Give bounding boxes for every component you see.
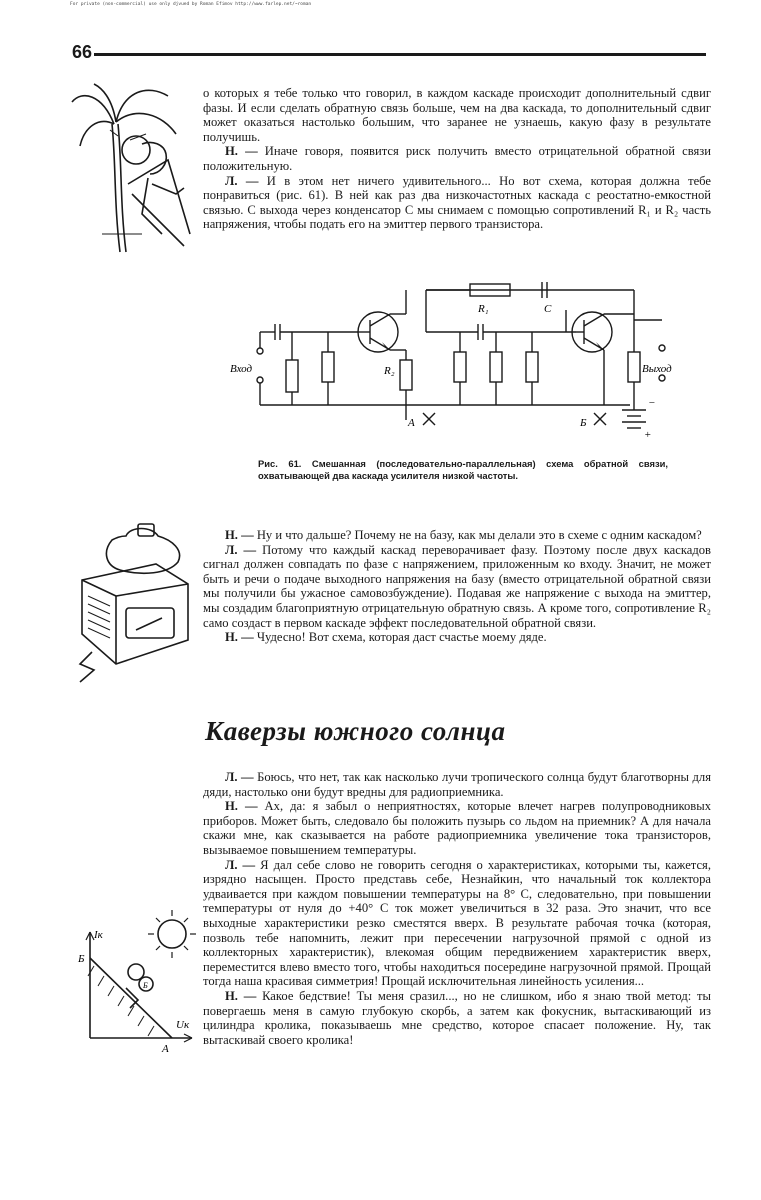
paragraph-l bbox=[203, 770, 711, 799]
paragraph-n bbox=[203, 799, 711, 857]
circuit-figure bbox=[230, 280, 670, 450]
c-label: C bbox=[544, 303, 552, 315]
paragraph-text: Ну и что дальше? Почему не на базу, как мы делали это в схеме с одним каскадом? bbox=[253, 528, 702, 542]
graph-point-b-label: Б bbox=[78, 953, 85, 965]
paragraph-text: Чудесно! Вот схема, которая даст счастье моему дяде. bbox=[253, 630, 547, 645]
point-b-label: Б bbox=[580, 417, 587, 429]
output-label: Выход bbox=[642, 363, 672, 375]
r1-label: R₁ bbox=[478, 303, 489, 315]
paragraph-n bbox=[203, 630, 711, 645]
plus-label: + bbox=[644, 429, 652, 441]
figure-caption: Рис. 61. Смешанная (последовательно-параллельная) схема обратной связи, охватывающей два каскада усилителя низкой частоты. bbox=[258, 458, 668, 481]
character-b-label: Б bbox=[143, 981, 148, 990]
paragraph-l bbox=[203, 174, 711, 232]
speaker-label: Л. — bbox=[225, 857, 256, 872]
scan-note: For private (non-commercial) use only djvued by Roman Efimov http://www.farlep.net/~roman bbox=[70, 2, 312, 7]
speaker-label: Л. — bbox=[225, 542, 257, 557]
graph-point-a-label: А bbox=[162, 1043, 169, 1055]
paragraph-n bbox=[203, 144, 711, 173]
paragraph-text: И в этом нет ничего удивительного... Но вот схема, которая должна тебе понравиться (рис. 61). В ней как раз два низкочастотных каскада с реостатно-емкостной связью. С выхода через конденсатор C мы снимаем с помощью сопротивлений R₁ и R₂ часть напряжения, чтобы подать его на эмиттер первого транзистора. bbox=[203, 173, 711, 232]
paragraph-text: Боюсь, что нет, так как насколько лучи тропического солнца будут благотворны для дяди, настолько они будут вредны для радиоприемника. bbox=[203, 770, 711, 799]
speaker-label: Л. — bbox=[225, 173, 259, 188]
paragraph-l bbox=[203, 543, 711, 631]
load-line-illustration bbox=[76, 904, 200, 1054]
bottom-text-block bbox=[203, 770, 711, 1047]
middle-text-block bbox=[203, 528, 711, 645]
x-axis-label: Uк bbox=[176, 1019, 190, 1031]
point-a-label: А bbox=[408, 417, 415, 429]
paragraph-text: Иначе говоря, появится риск получить вместо отрицательной обратной связи положительную. bbox=[203, 144, 712, 173]
speaker-label: Н. — bbox=[225, 528, 254, 542]
speaker-label: Н. — bbox=[225, 988, 257, 1003]
speaker-label: Н. — bbox=[225, 799, 258, 814]
paragraph-n bbox=[203, 528, 711, 543]
speaker-label: Н. — bbox=[225, 630, 254, 645]
r2-label: R₂ bbox=[384, 365, 395, 377]
speaker-label: Н. — bbox=[225, 144, 258, 159]
y-axis-label: Iк bbox=[94, 929, 103, 941]
paragraph-text: Потому что каждый каскад переворачивает фазу. Поэтому после двух каскадов сигнал должен совпадать по фазе с напряжением, приложенным ко входу. Значит, не может быть и речи о подаче выходного напряжения на базу (вместо отрицательной обратной связи мы получили бы ужасное самовозбуждение). Подавая же напряжение с выхода на эмиттер, мы создадим благоприятную отрицательную обратную связь. А кроме того, сопротивление R₂ само создаст в первом каскаде эффект последовательной обратной связи. bbox=[203, 542, 712, 630]
paragraph-n bbox=[203, 989, 711, 1047]
paragraph-text: Какое бедствие! Ты меня сразил..., но не слишком, ибо я знаю твой метод: ты повергаешь меня в самую глубокую скорбь, а затем как фокусник, вытаскивающий из цилиндра кролика, показываешь мне средство, которое спасает положение. Ну, так вытаскивай своего кролика! bbox=[203, 988, 711, 1047]
paragraph-continued: о которых я тебе только что говорил, в каждом каскаде происходит дополнительный сдвиг фазы. И если сделать обратную связь больше, чем на два каскада, то дополнительный сдвиг может оказаться настолько большим, что заранее не узнаешь, какую фазу в результате получишь. bbox=[203, 86, 711, 144]
palm-deckchair-illustration bbox=[72, 84, 196, 256]
paragraph-l bbox=[203, 858, 711, 989]
paragraph-text: Ах, да: я забыл о неприятностях, которые влечет нагрев полупроводниковых приборов. Может быть, следовало бы положить пузырь со льдом на приемник? А для начала скажи мне, как сказывается на работе радиоприемника увеличение тока транзисторов, вызываемое повышением температуры. bbox=[203, 799, 711, 857]
input-label: Вход bbox=[230, 363, 253, 375]
paragraph-text: Я дал себе слово не говорить сегодня о характеристиках, которыми ты, кажется, изрядно насыщен. Просто представь себе, Незнайкин, что начальный ток коллектора удваивается при каждом повышении температуры на 8° C, следовательно, при повышении температуры от нуля до +40° C ток может увеличиться в 32 раза. Это значит, что все выходные характеристики резко сместятся вверх. В результате рабочая точка (которая, позволь тебе напомнить, лежит при пересечении нагрузочной прямой с одной из коллекторных характеристик), влекомая общим передвижением характеристик вверх, переместится влево вместо того, чтобы находиться посередине нагрузочной прямой. Прощай тогда наша красивая симметрия! Прощай исключительная линейность усиления... bbox=[203, 857, 711, 989]
radio-icebag-illustration bbox=[72, 522, 194, 684]
page-number: 66 bbox=[72, 42, 93, 62]
section-title: Каверзы южного солнца bbox=[205, 716, 506, 746]
header-rule bbox=[94, 53, 706, 56]
top-text-block bbox=[203, 86, 711, 232]
speaker-label: Л. — bbox=[225, 770, 254, 784]
minus-label: − bbox=[648, 397, 656, 409]
